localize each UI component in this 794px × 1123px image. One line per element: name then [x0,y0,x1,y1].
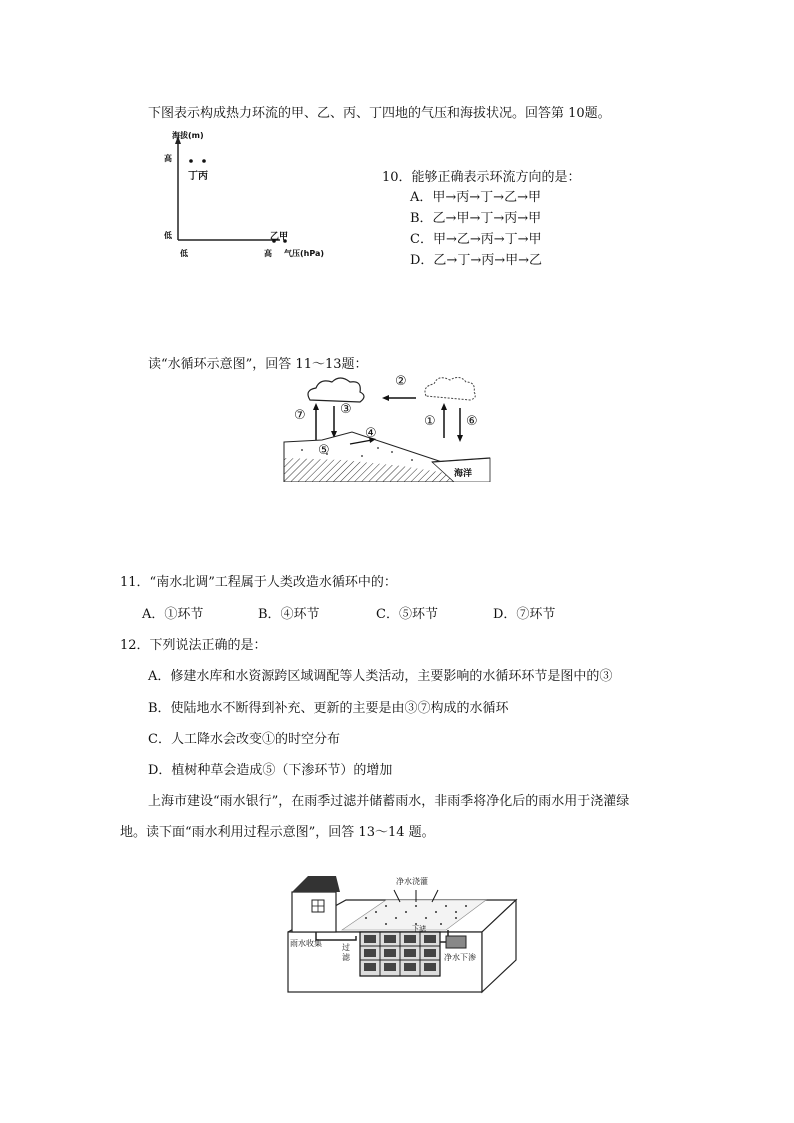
intro-text-1: 下图表示构成热力环流的甲、乙、丙、丁四地的气压和海拔状况。回答第 10题。 [148,106,611,121]
q10-option-c: C．甲→乙→丙→丁→甲 [410,232,542,247]
label-circled-5: ⑤ [318,443,330,458]
rain-bank-paragraph-line-2: 地。读下面“雨水利用过程示意图”，回答 13～14 题。 [120,825,435,840]
house-roof [292,876,340,892]
q12-option-d: D．植树种草会造成⑤（下渗环节）的增加 [148,763,393,778]
y-axis-label: 海拔(m) [172,131,204,140]
q10-option-b: B．乙→甲→丁→丙→甲 [410,211,542,226]
q12-option-c: C．人工降水会改变①的时空分布 [148,732,340,747]
label-down-filter: 下滤 [412,925,426,933]
point-ding [189,159,193,163]
label-circled-3: ③ [340,402,352,417]
label-filter-2: 滤 [342,953,350,962]
label-seepage: 净水下渗 [444,953,476,962]
y-high-label: 高 [164,154,172,163]
label-circled-2: ② [395,374,407,389]
intro-text-2: 读“水循环示意图”，回答 11～13题： [148,357,368,372]
q12-option-b: B．使陆地水不断得到补充、更新的主要是由③⑦构成的水循环 [148,701,509,716]
pressure-altitude-chart [160,128,340,263]
rainwater-art [286,872,518,996]
q12-option-a: A．修建水库和水资源跨区域调配等人类活动，主要影响的水循环环节是图中的③ [148,669,613,684]
label-ocean: 海洋 [454,469,473,479]
chart-axes [160,128,340,263]
upper-points-label: 丁丙 [188,171,208,182]
q12-stem: 12．下列说法正确的是： [120,638,267,653]
x-low-label: 低 [180,249,188,258]
label-circled-1: ① [424,414,436,429]
lower-points-label: 乙甲 [270,232,289,242]
q11-option-b: B．④环节 [258,607,320,622]
label-rain-collect: 雨水收集 [290,939,322,948]
rainwater-utilization-diagram [286,872,518,996]
label-irrigation: 净水浇灌 [396,877,428,886]
q11-option-c: C．⑤环节 [376,607,438,622]
q10-option-d: D．乙→丁→丙→甲→乙 [410,253,542,268]
q11-option-d: D．⑦环节 [493,607,556,622]
label-circled-6: ⑥ [466,414,478,429]
q11-stem: 11．“南水北调”工程属于人类改造水循环中的： [120,575,397,590]
point-bing [202,159,206,163]
rain-bank-paragraph-line-1: 上海市建设“雨水银行”，在雨季过滤并储蓄雨水，非雨季将净化后的雨水用于浇灌绿 [148,794,630,809]
y-low-label: 低 [164,231,172,240]
label-circled-7: ⑦ [294,408,306,423]
q10-option-a: A．甲→丙→丁→乙→甲 [410,190,541,205]
label-circled-4: ④ [365,426,377,441]
water-cycle-diagram [282,370,492,482]
cloud-right [425,377,475,400]
q10-stem: 10．能够正确表示环流方向的是： [382,170,581,185]
x-axis-label: 气压(hPa) [284,249,325,258]
seepage-block [446,936,466,948]
x-high-label: 高 [264,249,272,258]
cloud-left [308,378,364,402]
q11-option-a: A．①环节 [142,607,204,622]
label-filter-1: 过 [342,943,350,952]
